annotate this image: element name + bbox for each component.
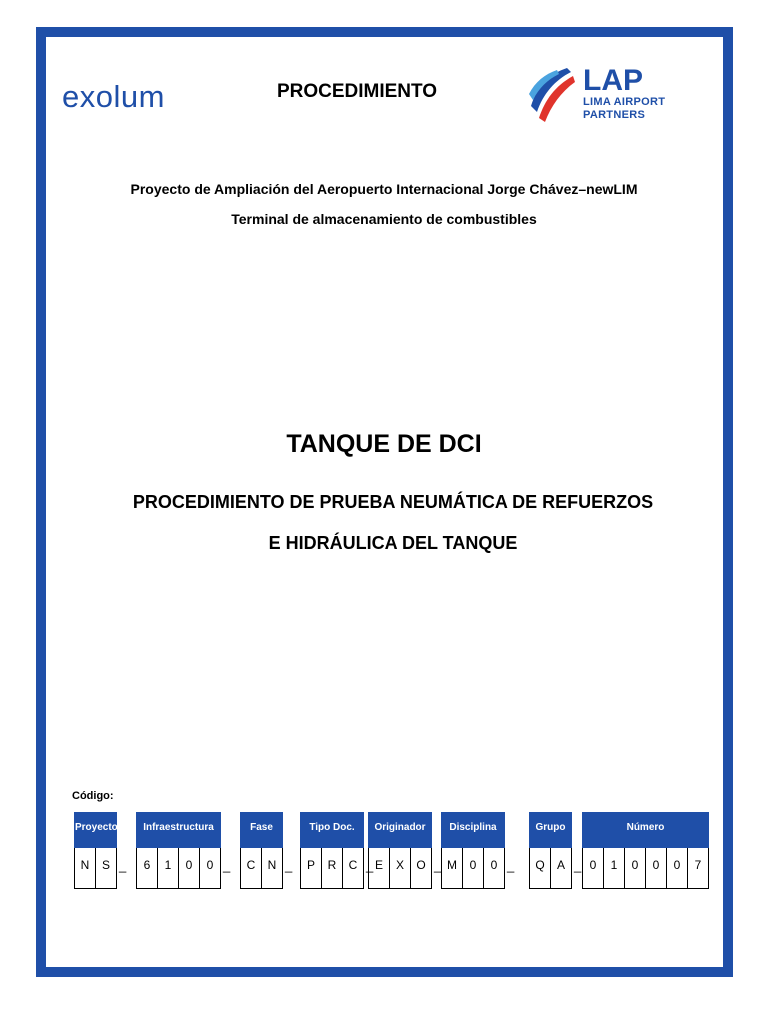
code-cells-0 [74,848,117,889]
procedure-title-line-1: PROCEDIMIENTO DE PRUEBA NEUMÁTICA DE REFUERZOS [132,492,654,512]
project-line-1: Proyecto de Ampliación del Aeropuerto Internacional Jorge Chávez–newLIM [130,181,638,197]
code-cells-1 [136,848,221,889]
code-separator: _ [434,858,442,873]
code-cell: A [550,848,572,889]
code-cell: M [441,848,463,889]
code-cell: X [389,848,411,889]
code-separator: _ [285,858,293,873]
code-header-2: Fase [240,812,283,848]
code-header-3: Tipo Doc. [300,812,364,848]
code-header-0: Proyecto [74,812,117,848]
code-cell: C [342,848,364,889]
code-separator: _ [223,858,231,873]
code-cell: 6 [136,848,158,889]
exolum-logo [62,79,165,115]
code-cell: 1 [603,848,625,889]
document-type: PROCEDIMIENTO [276,81,438,102]
code-cells-3 [300,848,364,889]
code-cell: Q [529,848,551,889]
lap-logo-big: LAP [583,64,643,97]
exolum-logo-text: exolum [62,79,165,114]
code-cell: N [74,848,96,889]
code-cell: 7 [687,848,709,889]
code-cells-7 [582,848,709,889]
code-cell: 0 [666,848,688,889]
code-separator: _ [574,858,582,873]
code-cell: 0 [483,848,505,889]
code-header-5: Disciplina [441,812,505,848]
code-cell: 0 [199,848,221,889]
code-cell: O [410,848,432,889]
code-cell: 0 [178,848,200,889]
code-separator: _ [119,858,127,873]
code-cell: E [368,848,390,889]
code-cell: 0 [582,848,604,889]
document-title: TANQUE DE DCI [286,430,482,458]
code-header-7: Número [582,812,709,848]
code-cells-6 [529,848,572,889]
code-cell: C [240,848,262,889]
code-cell: 0 [624,848,646,889]
lap-logo-line2: PARTNERS [583,109,646,121]
code-cell: N [261,848,283,889]
procedure-title-line-2: E HIDRÁULICA DEL TANQUE [268,533,518,553]
lap-logo [527,66,687,126]
lap-logo-mark-icon [527,66,579,124]
code-cell: P [300,848,322,889]
lap-logo-line1: LIMA AIRPORT [583,96,666,108]
code-cell: S [95,848,117,889]
code-cell: 1 [157,848,179,889]
code-cells-2 [240,848,283,889]
code-cell: 0 [462,848,484,889]
code-cells-5 [441,848,505,889]
project-line-2: Terminal de almacenamiento de combustibles [231,211,537,227]
code-cell: R [321,848,343,889]
code-cell: 0 [645,848,667,889]
code-label: Código: [72,790,114,802]
code-cells-4 [368,848,432,889]
code-separator: _ [507,858,515,873]
code-header-4: Originador [368,812,432,848]
code-header-6: Grupo [529,812,572,848]
code-separator: _ [366,858,374,873]
code-header-1: Infraestructura [136,812,221,848]
